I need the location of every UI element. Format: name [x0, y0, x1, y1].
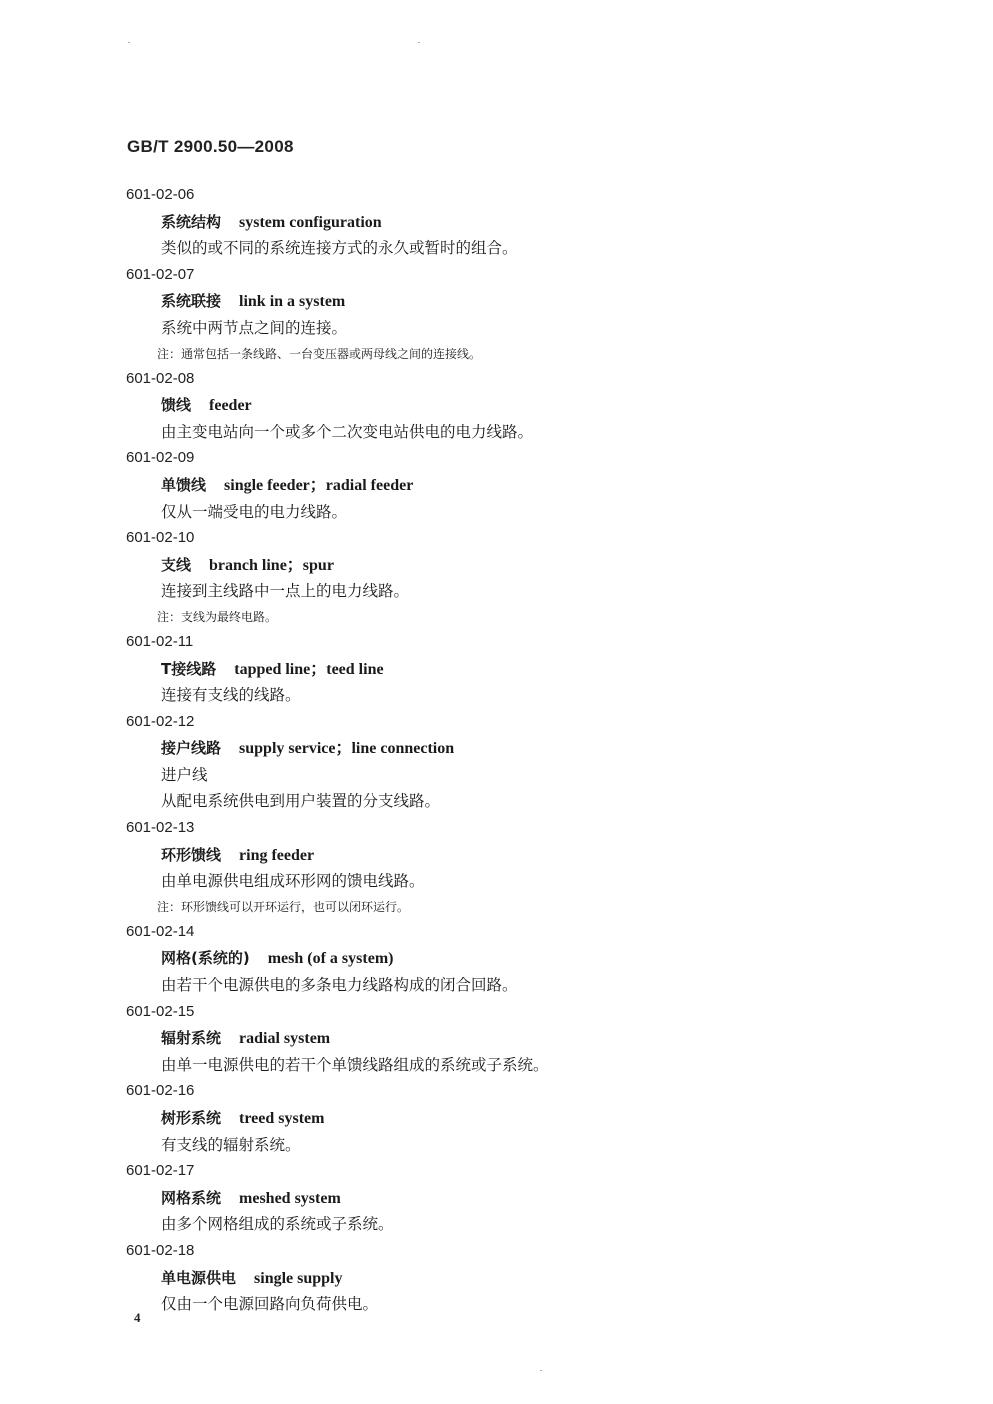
term-english: branch line；spur: [209, 556, 334, 574]
definition-text: 由单一电源供电的若干个单馈线路组成的系统或子系统。: [161, 1055, 549, 1074]
term-chinese: 系统联接: [161, 292, 222, 311]
entry-code: 601-02-17: [126, 1162, 195, 1180]
term-chinese: 接户线路: [161, 739, 222, 758]
term-english: feeder: [209, 397, 252, 415]
term-line: [161, 842, 993, 869]
definition-text: 由单电源供电组成环形网的馈电线路。: [161, 872, 425, 891]
term-entry: [0, 445, 993, 525]
term-english: tapped line；teed line: [234, 660, 384, 678]
definition-text: 由主变电站向一个或多个二次变电站供电的电力线路。: [161, 422, 534, 441]
term-line: [161, 472, 993, 499]
term-entry: [0, 629, 993, 709]
entry-code: 601-02-14: [126, 922, 195, 940]
term-english: ring feeder: [239, 846, 315, 864]
entry-code: 601-02-07: [126, 265, 195, 283]
entry-code: 601-02-10: [126, 529, 195, 547]
term-chinese: 辐射系统: [161, 1029, 222, 1048]
definition-text: 连接有支线的线路。: [161, 686, 301, 705]
term-line: [161, 656, 993, 683]
page-number: 4: [134, 1310, 141, 1325]
term-english: mesh (of a system): [267, 950, 394, 968]
term-chinese: 单电源供电: [161, 1268, 237, 1287]
term-line: [161, 552, 993, 579]
term-chinese: 系统结构: [161, 212, 222, 231]
term-chinese: 网格系统: [161, 1188, 222, 1207]
term-english: meshed system: [239, 1189, 341, 1207]
definition-text: 有支线的辐射系统。: [161, 1135, 301, 1154]
term-chinese: 网格(系统的): [161, 949, 250, 968]
term-entry: [0, 919, 993, 999]
term-chinese: 馈线: [161, 396, 192, 415]
standard-code-header: GB/T 2900.50—2008: [127, 137, 294, 156]
definition-text: 从配电系统供电到用户装置的分支线路。: [161, 792, 441, 811]
entry-code: 601-02-09: [126, 449, 195, 467]
entry-code: 601-02-06: [126, 186, 195, 203]
definition-text: 系统中两节点之间的连接。: [161, 318, 348, 337]
scan-speck: [418, 42, 420, 43]
term-line: [161, 1265, 993, 1292]
definition-text: 由若干个电源供电的多条电力线路构成的闭合回路。: [161, 976, 518, 995]
note-text: 注：环形馈线可以开环运行，也可以闭环运行。: [157, 899, 410, 914]
scan-speck: [540, 1370, 542, 1371]
term-chinese: 树形系统: [161, 1109, 222, 1127]
definition-text: 仅从一端受电的电力线路。: [161, 502, 348, 521]
term-entry: [0, 262, 993, 366]
entry-code: 601-02-13: [126, 819, 195, 837]
term-english: single feeder；radial feeder: [224, 476, 414, 494]
entry-code: 601-02-18: [126, 1241, 195, 1259]
note-text: 注：通常包括一条线路、一台变压器或两母线之间的连接线。: [157, 346, 482, 361]
note-text: 注：支线为最终电路。: [157, 609, 278, 624]
term-entry: [0, 1238, 993, 1318]
term-english: treed system: [239, 1110, 325, 1127]
term-list: [0, 182, 993, 1318]
term-line: [161, 1105, 993, 1132]
term-line: [161, 735, 993, 762]
term-english: radial system: [239, 1030, 331, 1048]
term-line: [161, 1185, 993, 1212]
term-chinese: T接线路: [161, 659, 217, 678]
entry-code: 601-02-08: [126, 369, 195, 387]
entry-code: 601-02-11: [126, 632, 194, 650]
term-entry: [0, 815, 993, 919]
definition-text: 仅由一个电源回路向负荷供电。: [161, 1295, 379, 1314]
term-chinese: 单馈线: [161, 475, 207, 494]
term-entry: [0, 1158, 993, 1238]
entry-code: 601-02-12: [126, 712, 195, 730]
term-line: [161, 209, 993, 236]
term-english: system configuration: [239, 213, 382, 231]
term-entry: [0, 366, 993, 446]
entry-code: 601-02-16: [126, 1082, 195, 1100]
term-line: [161, 945, 993, 972]
definition-text: 类似的或不同的系统连接方式的永久或暂时的组合。: [161, 239, 518, 258]
entry-code: 601-02-15: [126, 1002, 195, 1020]
term-english: single supply: [254, 1269, 343, 1287]
scan-speck: [128, 42, 130, 43]
term-entry: [0, 709, 993, 815]
term-line: [161, 288, 993, 315]
term-entry: [0, 1078, 993, 1158]
term-english: link in a system: [239, 293, 346, 311]
term-entry: [0, 525, 993, 629]
term-entry: [0, 182, 993, 262]
term-english: supply service；line connection: [239, 740, 455, 758]
definition-text: 连接到主线路中一点上的电力线路。: [161, 582, 410, 601]
definition-text: 进户线: [161, 765, 208, 784]
term-chinese: 支线: [161, 555, 192, 574]
definition-text: 由多个网格组成的系统或子系统。: [161, 1215, 394, 1234]
term-chinese: 环形馈线: [161, 845, 222, 864]
term-line: [161, 1025, 993, 1052]
term-line: [161, 392, 993, 419]
term-entry: [0, 999, 993, 1079]
